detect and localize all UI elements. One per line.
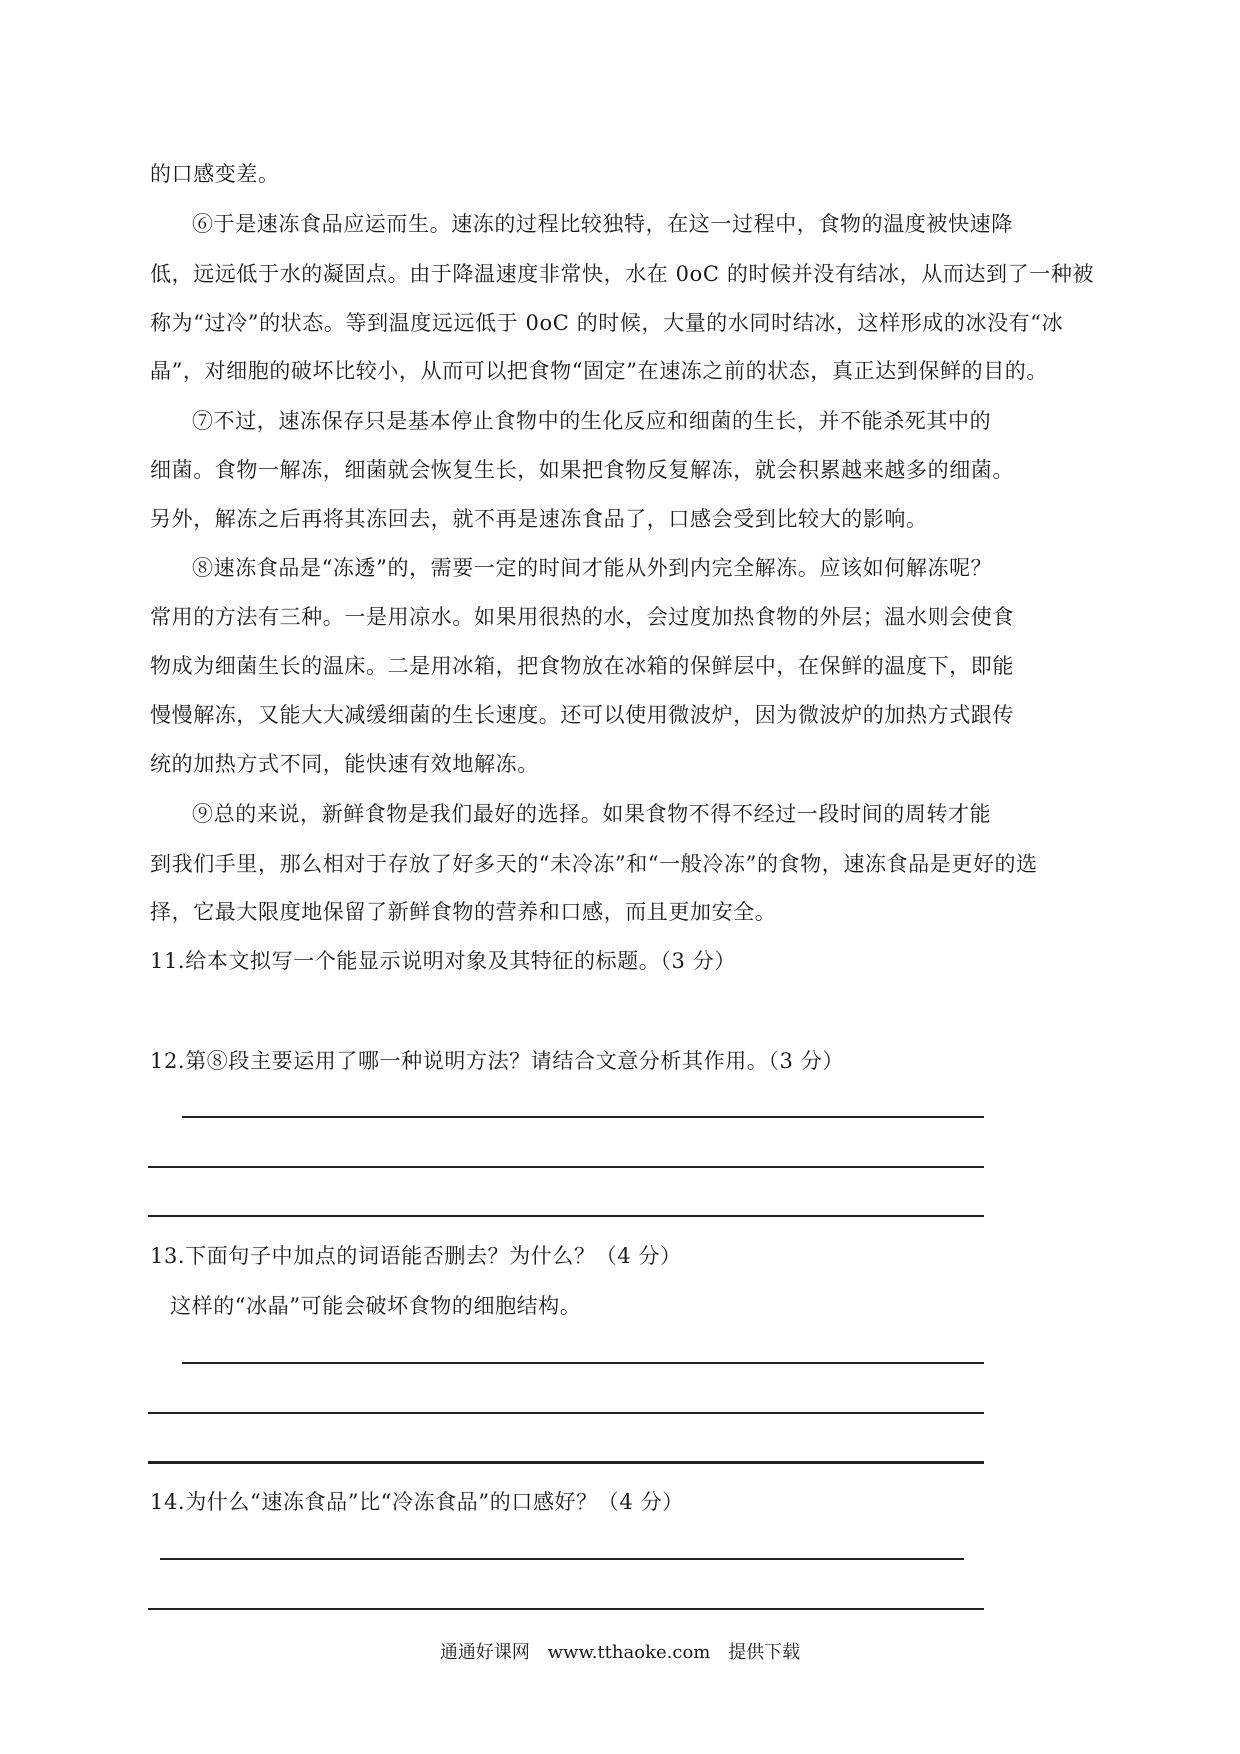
question-13-sentence: 这样的“冰晶”可能会破坏食物的细胞结构。 — [170, 1294, 582, 1318]
answer-line[interactable] — [148, 1166, 984, 1168]
article-line: 物成为细菌生长的温床。二是用冰箱，把食物放在冰箱的保鲜层中，在保鲜的温度下，即能 — [150, 654, 1014, 678]
article-line: 的口感变差。 — [150, 162, 280, 186]
footer-note: 提供下载 — [728, 1642, 801, 1663]
article-line: 慢慢解冻，又能大大减缓细菌的生长速度。还可以使用微波炉，因为微波炉的加热方式跟传 — [150, 703, 1014, 727]
article-line: ⑧速冻食品是“冻透”的，需要一定的时间才能从外到内完全解冻。应该如何解冻呢？ — [192, 556, 993, 580]
answer-line[interactable] — [182, 1362, 984, 1364]
article-line: ⑨总的来说，新鲜食物是我们最好的选择。如果食物不得不经过一段时间的周转才能 — [192, 802, 992, 826]
question-11: 11.给本文拟写一个能显示说明对象及其特征的标题。（3 分） — [150, 949, 736, 973]
article-line: 到我们手里，那么相对于存放了好多天的“未冷冻”和“一般冷冻”的食物，速冻食品是更好的选 — [150, 852, 1038, 876]
footer-url[interactable]: www.tthaoke.com — [547, 1642, 711, 1663]
article-line: 常用的方法有三种。一是用凉水。如果用很热的水，会过度加热食物的外层；温水则会使食 — [150, 605, 1014, 629]
answer-line[interactable] — [148, 1608, 984, 1610]
article-line: 择，它最大限度地保留了新鲜食物的营养和口感，而且更加安全。 — [150, 900, 777, 924]
answer-line[interactable] — [160, 1558, 964, 1560]
article-line: 晶”，对细胞的破坏比较小，从而可以把食物“固定”在速冻之前的状态，真正达到保鲜的目的。 — [150, 359, 1049, 383]
answer-line[interactable] — [148, 1215, 984, 1217]
article-line: 统的加热方式不同，能快速有效地解冻。 — [150, 752, 539, 776]
article-line: ⑦不过，速冻保存只是基本停止食物中的生化反应和细菌的生长，并不能杀死其中的 — [192, 409, 992, 433]
article-line: 称为“过冷”的状态。等到温度远远低于 0oC 的时候，大量的水同时结冰，这样形成的冰没有“冰 — [150, 311, 1064, 335]
footer-site-name: 通通好课网 — [439, 1642, 530, 1663]
question-13: 13.下面句子中加点的词语能否删去？为什么？（4 分） — [150, 1244, 682, 1268]
article-line: 另外，解冻之后再将其冻回去，就不再是速冻食品了，口感会受到比较大的影响。 — [150, 507, 928, 531]
article-line: 低，远远低于水的凝固点。由于降温速度非常快，水在 0oC 的时候并没有结冰，从而达到了一种被 — [150, 262, 1095, 286]
answer-line[interactable] — [182, 1116, 984, 1118]
article-line: 细菌。食物一解冻，细菌就会恢复生长，如果把食物反复解冻，就会积累越来越多的细菌。 — [150, 458, 1014, 482]
answer-line[interactable] — [148, 1461, 984, 1464]
article-line: ⑥于是速冻食品应运而生。速冻的过程比较独特，在这一过程中，食物的温度被快速降 — [192, 212, 1013, 236]
footer — [0, 1641, 1240, 1665]
question-14: 14.为什么“速冻食品”比“冷冻食品”的口感好？（4 分） — [150, 1490, 684, 1514]
question-12: 12.第⑧段主要运用了哪一种说明方法？请结合文意分析其作用。（3 分） — [150, 1049, 844, 1073]
answer-line[interactable] — [148, 1412, 984, 1414]
